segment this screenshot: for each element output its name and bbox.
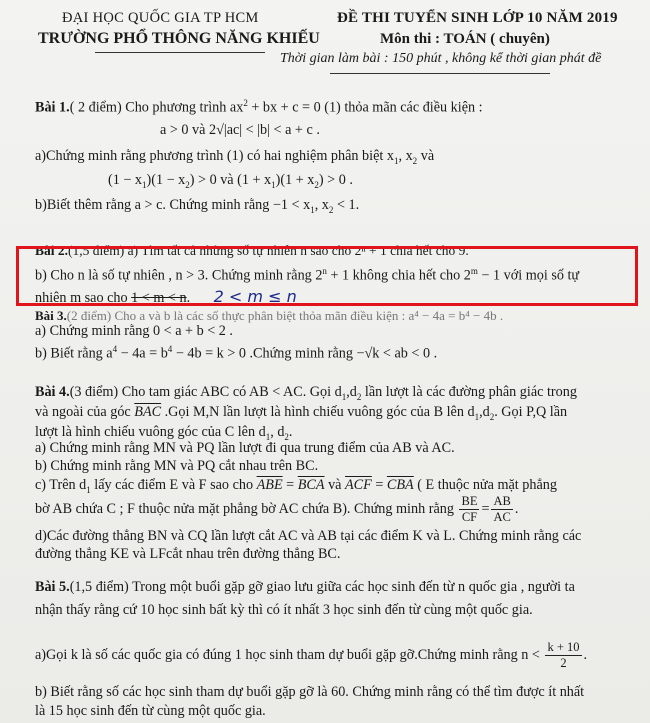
bai4-line2: và ngoài của góc $\overline{BAC}$ .Gọi M,N lần lượt là hình chiếu vuông góc của B lên $d_1,d_2$. Gọi P,Q lần	[35, 404, 568, 422]
highlight-box	[16, 246, 638, 306]
bai4-c1-text: c) Trên d	[35, 477, 87, 493]
bai3-faded: (2 điểm) Cho a và b là các số thực phân biệt thỏa mãn điều kiện : a⁴ − 4a = b⁴ − 4b .	[66, 308, 504, 323]
angle-acf: $\overline{ACF}$	[345, 477, 372, 493]
bai4-c1c: ( E thuộc nửa mặt phẳng	[413, 477, 557, 493]
bai2-b1: b) Cho n là số tự nhiên , n > 3. Chứng minh rằng 2	[35, 267, 323, 284]
bai1-cond-intro: thỏa mãn các điều kiện :	[340, 99, 483, 116]
bai4-line1: Bài 4.(3 điểm) Cho tam giác ABC có AB < AC. Gọi $d_1,d_2$ lần lượt là các đường phân giác trong	[35, 384, 577, 402]
bai5-line1	[35, 579, 575, 596]
frac-be: BE	[461, 494, 478, 508]
header-underline	[95, 52, 265, 53]
bai2-b: b) Cho n là số tự nhiên , n > 3. Chứng minh rằng $2^n + 1$ không chia hết cho $2^m - 1$ với mọi số tự	[35, 266, 580, 284]
bai4-c2: bờ AB chứa C ; F thuộc nửa mặt phẳng bờ AC chứa B). Chứng minh rằng $\frac{BE}{CF}$ = $\frac{AB}{AC}$ .	[35, 494, 519, 524]
bai3-b: b) Biết rằng $a^4 - 4a = b^4 - 4b = k > 0$ .Chứng minh rằng −√k < ab < 0 .	[35, 344, 438, 362]
header-dash	[330, 73, 550, 74]
school-name: TRƯỜNG PHỔ THÔNG NĂNG KHIẾU	[38, 30, 320, 47]
bai1-head: Bài 1.	[35, 99, 70, 116]
frac-ac: AC	[493, 510, 511, 524]
fraction-k10-2	[545, 640, 581, 671]
bai1-points: ( 2 điểm) Cho phương trình	[69, 99, 230, 116]
bai2-struck-condition: 1 < m < n	[131, 290, 187, 306]
handwritten-correction: 2 < m ≤ n	[213, 287, 297, 306]
bai4-a: a) Chứng minh rằng MN và PQ lần lượt đi qua trung điểm của AB và AC.	[35, 440, 455, 456]
bai4-c1b: lấy các điểm E và F sao cho	[90, 477, 257, 493]
bai4-l2c: . Gọi P,Q lần	[494, 404, 568, 420]
bai4-b: b) Chứng minh rằng MN và PQ cắt nhau trên BC.	[35, 458, 319, 474]
bai2-a-text: (1,5 điểm) a) Tìm tất cả những số tự nhiên n sao cho 2ⁿ + 1 chia hết cho 9.	[68, 243, 469, 258]
bai3-b3: − 4b = k > 0 .Chứng minh rằng −√k < ab < 0 .	[172, 345, 438, 362]
bai1-a-ineq: $(1 - x_1)(1 - x_2) > 0$ và $(1 + x_1)(1 + x_2) > 0$ .	[108, 172, 353, 190]
bai1-b-end: < 1.	[333, 197, 360, 213]
angle-cba: $\overline{CBA}$	[386, 477, 414, 493]
bai5-a-text: a)Gọi k là số các quốc gia có đúng 1 học sinh tham dự buổi gặp gỡ.Chứng minh rằng n <	[35, 646, 540, 663]
bai1-condition: a > 0 và 2√|ac| < |b| < a + c .	[160, 122, 320, 138]
bai4-l2: và ngoài của góc	[35, 404, 135, 420]
bai5-head: Bài 5.	[35, 579, 70, 595]
bai4-line3: lượt là hình chiếu vuông góc của C lên $d_1$, $d_2$.	[35, 424, 293, 442]
bai3-a: a) Chứng minh rằng 0 < a + b < 2 .	[35, 323, 233, 339]
bai1-a-text: a)Chứng minh rằng phương trình (1) có hai nghiệm phân biệt x	[35, 148, 394, 164]
bai4-c2-text: bờ AB chứa C ; F thuộc nửa mặt phẳng bờ AC chứa B). Chứng minh rằng	[35, 500, 458, 517]
bai1-b-text: b)Biết thêm rằng a > c. Chứng minh rằng −1 < x	[35, 197, 311, 213]
bai4-l2b: .Gọi M,N lần lượt là hình chiếu vuông góc của B lên d	[161, 404, 475, 420]
bai4-l1b: lần lượt là các đường phân giác trong	[364, 384, 577, 400]
bai4-head: Bài 4.	[35, 384, 70, 400]
fraction-ab-ac	[491, 494, 512, 525]
bai5-b2: là 15 học sinh đến từ cùng một quốc gia.	[35, 703, 266, 719]
bai2-b4: nhiên m sao cho	[35, 290, 132, 306]
bai3-b1: b) Biết rằng a	[35, 345, 113, 362]
bai4-l1: (3 điểm) Cho tam giác ABC có AB < AC. Gọi d	[69, 384, 342, 400]
frac-k10: k + 10	[547, 640, 580, 654]
bai2-b2: + 1 không chia hết cho 2	[326, 267, 471, 284]
bai3-head: Bài 3.	[35, 308, 67, 323]
bai5-l2: nhận thấy rằng cứ 10 học sinh bất kỳ thì có ít nhất 3 học sinh đến từ cùng một quốc gia.	[35, 602, 533, 618]
bai4-d1: d)Các đường thẳng BN và CQ lần lượt cắt AC và AB tại các điểm K và L. Chứng minh rằng các	[35, 528, 582, 544]
bai1-a-and: và	[417, 148, 435, 164]
frac-ab: AB	[493, 494, 511, 508]
bai1-line1: Bài 1.( 2 điểm) Cho phương trình $ax^2$ + bx + c = 0 (1) thỏa mãn các điều kiện :	[35, 98, 483, 116]
bai5-a: a)Gọi k là số các quốc gia có đúng 1 học sinh tham dự buổi gặp gỡ.Chứng minh rằng n < $\frac{k + 10}{2}$ .	[35, 640, 588, 670]
university-name: ĐẠI HỌC QUỐC GIA TP HCM	[62, 10, 259, 26]
angle-abe: $\overline{ABE}$	[256, 477, 283, 493]
exam-subject: Môn thi : TOÁN ( chuyên)	[380, 31, 550, 47]
bai5-l1: (1,5 điểm) Trong một buổi gặp gỡ giao lưu giữa các học sinh đến từ n quốc gia , người ta	[69, 579, 575, 595]
bai2-b3: − 1 với mọi số tự	[477, 267, 580, 284]
exam-time: Thời gian làm bài : 150 phút , không kể thời gian phát đề	[280, 51, 602, 66]
frac-cf: CF	[461, 510, 478, 524]
fraction-be-cf	[459, 494, 479, 525]
bai3-b2: − 4a = b	[117, 345, 168, 362]
bai1-b: b)Biết thêm rằng a > c. Chứng minh rằng $-1 < x_1$, $x_2 < 1$.	[35, 197, 360, 215]
bai5-b1: b) Biết rằng số các học sinh tham dự buổi gặp gỡ là 60. Chứng minh rằng có thể tìm được ít nhất	[35, 684, 585, 700]
frac-2: 2	[560, 656, 567, 670]
angle-bca: $\overline{BCA}$	[297, 477, 325, 493]
exam-title: ĐỀ THI TUYỂN SINH LỚP 10 NĂM 2019	[337, 10, 618, 26]
bai4-d2: đường thẳng KE và LFcắt nhau trên đường thẳng BC.	[35, 546, 341, 562]
angle-bac: $\overline{BAC}$	[134, 404, 162, 420]
bai3-intro	[35, 308, 503, 324]
bai4-l3: lượt là hình chiếu vuông góc của C lên d	[35, 424, 266, 440]
bai2-b4-end: .	[186, 290, 191, 306]
bai1-a: a)Chứng minh rằng phương trình (1) có hai nghiệm phân biệt $x_1$, $x_2$ và	[35, 148, 435, 166]
bai2-head: Bài 2.	[35, 243, 69, 258]
bai4-c1: c) Trên $d_1$ lấy các điểm E và F sao cho $\overline{ABE} = \overline{BCA}$ và $\overline{ACF} = \overline{CBA}$ ( E thuộc nửa mặt phẳng	[35, 477, 557, 495]
